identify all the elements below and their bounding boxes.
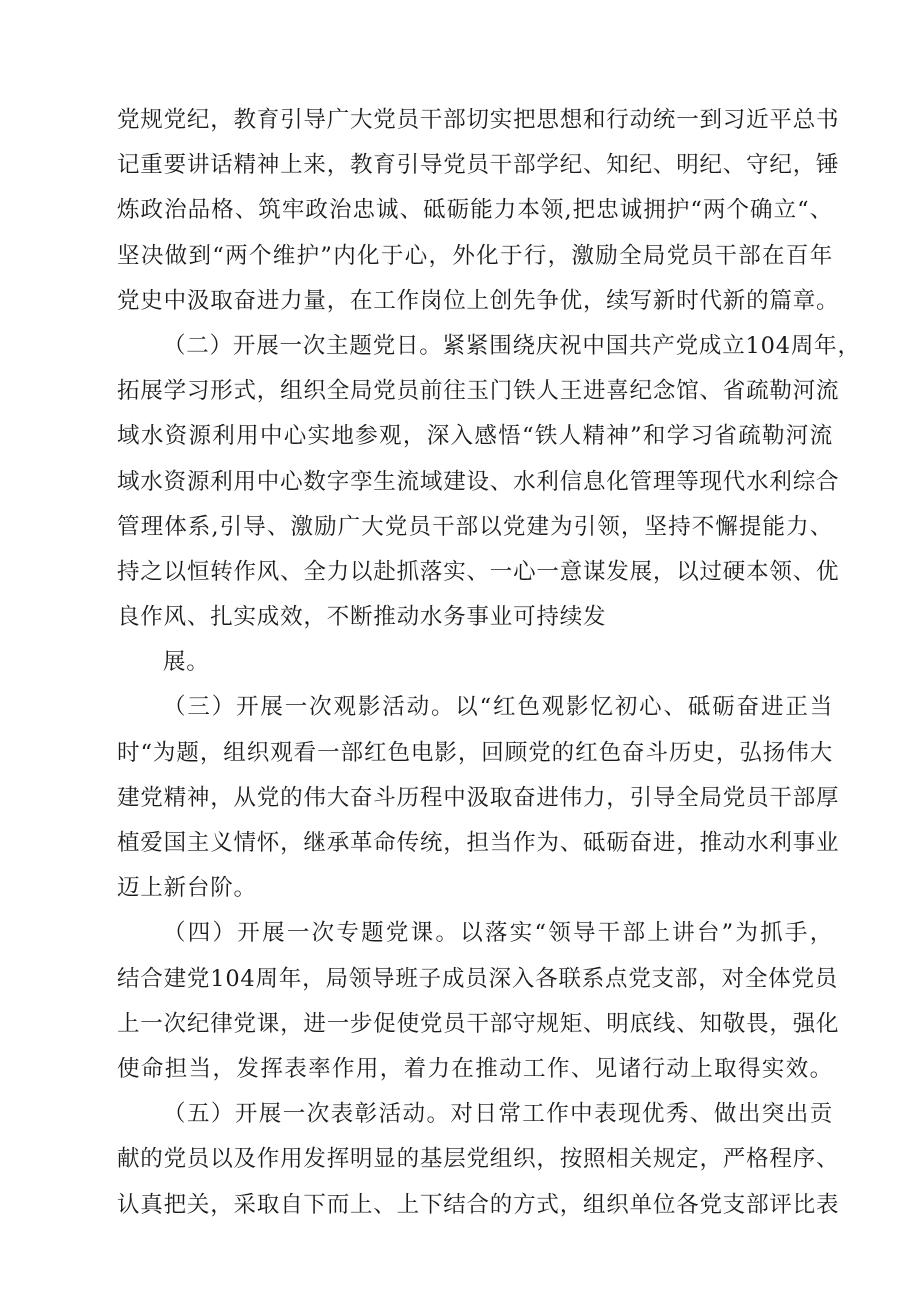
paragraph-heading-line: （四）开展一次专题党课。以落实“领导干部上讲台”为抓手， — [163, 920, 833, 947]
text-line: 结合建党104周年，局领导班子成员深入各联系点党支部，对全体党员 — [117, 965, 839, 992]
text-line: 炼政治品格、筑牢政治忠诚、砥砺能力本领,把忠诚拥护“两个确立“、 — [117, 197, 833, 224]
paragraph-heading-line: （五）开展一次表彰活动。对日常工作中表现优秀、做出突出贡 — [163, 1101, 833, 1128]
orphan-line: 展。 — [163, 649, 210, 676]
paragraph-four — [117, 911, 840, 1092]
document-body — [117, 98, 861, 1228]
text-line: 记重要讲话精神上来，教育引导党员干部学纪、知纪、明纪、守纪，锤 — [117, 152, 840, 179]
text-line: 使命担当，发挥表率作用，着力在推动工作、见诸行动上取得实效。 — [117, 1055, 833, 1082]
text-line: 域水资源利用中心数字孪生流域建设、水利信息化管理等现代水利综合 — [117, 468, 840, 495]
paragraph-three — [117, 685, 840, 911]
paragraph-heading-line: （三）开展一次观影活动。以“红色观影忆初心、砥砺奋进正当 — [163, 694, 833, 721]
text-line: 管理体系,引导、激励广大党员干部以党建为引领，坚持不懈提能力、 — [117, 513, 833, 540]
text-line: 域水资源利用中心实地参观，深入感悟“铁人精神”和学习省疏勒河流 — [117, 423, 833, 450]
text-line: 时“为题，组织观看一部红色电影，回顾党的红色奋斗历史，弘扬伟大 — [117, 739, 833, 766]
text-line: 献的党员以及作用发挥明显的基层党组织，按照相关规定，严格程序、 — [117, 1146, 840, 1173]
text-line: 上一次纪律党课，进一步促使党员干部守规矩、明底线、知敬畏，强化 — [117, 1010, 840, 1037]
paragraph-heading-line: （二）开展一次主题党日。紧紧围绕庆祝中国共产党成立104周年， — [163, 332, 861, 359]
paragraph-continuation — [117, 98, 840, 324]
text-line: 党史中汲取奋进力量，在工作岗位上创先争优，续写新时代新的篇章。 — [117, 287, 840, 314]
text-line: 良作风、扎实成效，不断推动水务事业可持续发 — [117, 604, 607, 631]
text-line: 认真把关，采取自下而上、上下结合的方式，组织单位各党支部评比表 — [117, 1191, 840, 1218]
text-line: 党规党纪，教育引导广大党员干部切实把思想和行动统一到习近平总书 — [117, 107, 840, 133]
text-line: 植爱国主义情怀，继承革命传统，担当作为、砥砺奋进，推动水利事业 — [117, 830, 840, 856]
text-line: 迈上新台阶。 — [117, 875, 257, 902]
text-line: 拓展学习形式，组织全局党员前往玉门铁人王进喜纪念馆、省疏勒河流 — [117, 378, 840, 405]
text-line: 建党精神，从党的伟大奋斗历程中汲取奋进伟力，引导全局党员干部厚 — [117, 784, 840, 811]
paragraph-two — [117, 324, 861, 686]
text-line: 持之以恒转作风、全力以赴抓落实、一心一意谋发展，以过硬本领、优 — [117, 558, 840, 585]
text-line: 坚决做到“两个维护”内化于心，外化于行，激励全局党员干部在百年 — [117, 242, 833, 269]
paragraph-five — [117, 1092, 840, 1228]
